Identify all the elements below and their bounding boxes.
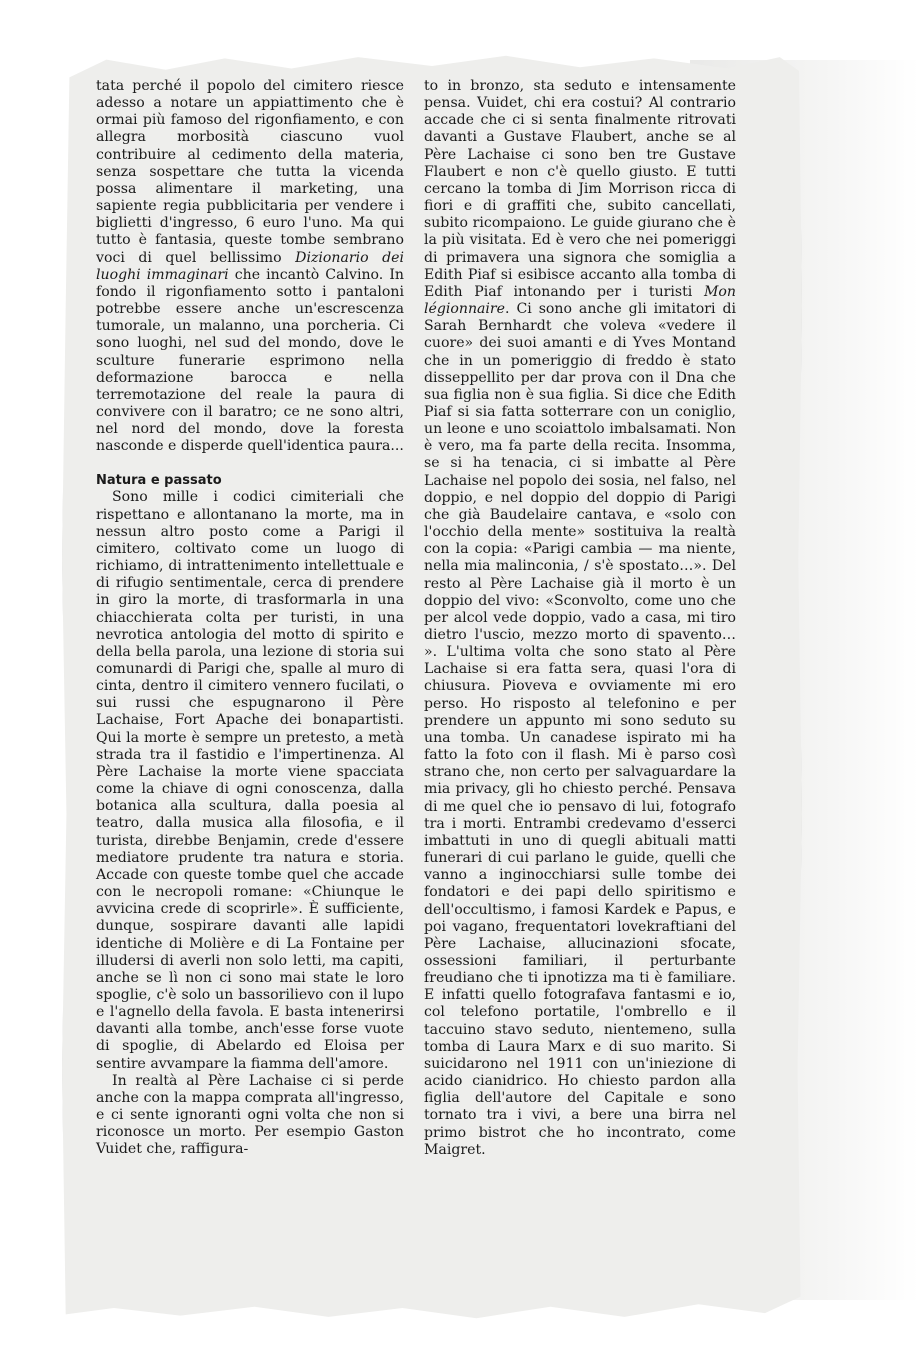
paragraph-text: che incantò Calvino. In fondo il rigonfiamento sotto i pantaloni potrebbe essere anche un'escrescenza tumorale, un malanno, una porcheria. Ci sono luoghi, nel sud del mondo, dove le sculture funerarie esprimono nella deformazione barocca e nella terremotazione del reale la paura di convivere con il baratro; ce ne sono altri, nel nord del mondo, dove la foresta nasconde e disperde quell'identica paura... (96, 266, 404, 455)
paragraph-continuation (424, 78, 736, 1159)
paragraph-natura: Sono mille i codici cimiteriali che rispettano e allontanano la morte, ma in nessun altro posto come a Parigi il cimitero, coltivato come un luogo di richiamo, di intrattenimento intellettuale e di rifugio sentimentale, cerca di prendere in giro la morte, di trasformarla in una chiacchierata colta per turisti, in una nevrotica antologia del motto di spirito e della bella parola, una lezione di storia sui comunardi di Parigi che, spalle al muro di cinta, dentro il cimitero vennero fucilati, o sui russi che espugnarono il Père Lachaise, Fort Apache dei bonapartisti. Qui la morte è sempre un pretesto, a metà strada tra il fastidio e l'impertinenza. Al Père Lachaise la morte viene spacciata come la chiave di ogni conoscenza, dalla botanica alla scultura, dalla poesia al teatro, dalla musica alla filosofia, e il turista, direbbe Benjamin, crede d'essere mediatore prudente tra natura e storia. Accade con queste tombe quel che accade con le necropoli romane: «Chiunque le avvicina crede di scoprirle». È sufficiente, dunque, sospirare davanti alle lapidi identiche di Molière e di La Fontaine per illudersi di averli non solo letti, ma capiti, anche se lì non ci sono mai state le loro spoglie, c'è solo un bassorilievo con il lupo e l'agnello della favola. E basta intenerirsi davanti alla tombe, anch'esse forse vuote di spoglie, di Abelardo ed Eloisa per sentire avvampare la fiamma dell'amore. (96, 489, 404, 1072)
paragraph-realta: In realtà al Père Lachaise ci si perde anche con la mappa comprata all'ingresso, e ci sente ignoranti ogni volta che non si riconosce un morto. Per esempio Gaston Vuidet che, raffigura- (96, 1072, 404, 1158)
article-column-right (424, 78, 736, 1159)
paragraph-text: tata perché il popolo del cimitero riesce adesso a notare un appiattimento che è ormai più famoso del rigonfiamento, e con allegra morbosità ciascuno vuol contribuire al cedimento della materia, senza sospettare che tutta la vicenda possa alimentare il marketing, una sapiente regia pubblicitaria per vendere i biglietti d'ingresso, 6 euro l'uno. Ma qui tutto è fantasia, queste tombe sembrano voci di quel bellissimo (96, 78, 404, 266)
paragraph-text: to in bronzo, sta seduto e intensamente pensa. Vuidet, chi era costui? Al contrario accade che ci si senta finalmente ritrovati davanti a Gustave Flaubert, anche se al Père Lachaise ci sono ben tre Gustave Flaubert e non c'è quello giusto. E tutti cercano la tomba di Jim Morrison ricca di fiori e di graffiti che, subito cancellati, subito ricompaiono. Le guide giurano che è la più visitata. Ed è vero che nei pomeriggi di primavera una signora che somiglia a Edith Piaf si esibisce accanto alla tomba di Edith Piaf intonando per i turisti (424, 78, 736, 300)
article-column-left (96, 78, 404, 1159)
song-title: Mon légionnaire (424, 283, 736, 318)
book-title: Dizionario dei luoghi immaginari (96, 249, 404, 283)
paragraph-opening (96, 78, 404, 455)
paragraph-text: . Ci sono anche gli imitatori di Sarah Bernhardt che voleva «vedere il cuore» dei suoi amanti e di Yves Montand che in un pomeriggio di freddo è stato disseppellito per dar prova con il Dna che sua figlia non è sua figlia. Si dice che Edith Piaf si sia fatta sotterrare con un coniglio, un leone e uno scoiattolo imbalsamati. Non è vero, ma fa parte della recita. Insomma, se si ha tenacia, ci si imbatte al Père Lachaise nel popolo dei sosia, nel falso, nel doppio, e nel doppio del doppio di Parigi che già Baudelaire cantava, e «solo con l'occhio della mente» sostituiva la realtà con la copia: «Parigi cambia — ma niente, nella mia malinconia, / s'è spostato…». Del resto al Père Lachaise già il morto è un doppio del vivo: «Sconvolto, come uno che per alcol vede doppio, vado a casa, mi tiro dietro l'uscio, mezzo morto di spavento… ». L'ultima volta che sono stato al Père Lachaise si era fatta sera, quasi l'ora di chiusura. Pioveva e ovviamente mi ero perso. Ho risposto al telefonino e per prendere un appunto mi sono seduto su una tomba. Un canadese ispirato mi ha fatto la foto con il flash. Mi è parso così strano che, non certo per salvaguardare la mia privacy, gli ho chiesto perché. Pensava di me quel che io pensavo di lui, fotografo tra i morti. Entrambi credevamo d'esserci imbattuti in uno di quegli abituali matti funerari di cui parlano le guide, quelli che vanno a inginocchiarsi sulle tombe dei fondatori e dei papi dello spiritismo e dell'occultismo, i famosi Kardek e Papus, e poi vagano, frequentatori lovekraftiani del Père Lachaise, allucinazioni sfocate, ossessioni familiari, il perturbante freudiano che ti ipnotizza ma ti è familiare. E infatti quello fotografava fantasmi e io, col telefono portatile, l'ombrello e il taccuino stavo seduto, nientemeno, sulla tomba di Laura Marx e di suo marito. Si suicidarono nel 1911 con un'iniezione di acido cianidrico. Ho chiesto pardon alla figlia dell'autore del Capitale e sono tornato tra i vivi, a bere una birra nel primo bistrot che ho incontrato, come Maigret. (424, 301, 736, 1158)
section-heading: Natura e passato (96, 473, 222, 489)
